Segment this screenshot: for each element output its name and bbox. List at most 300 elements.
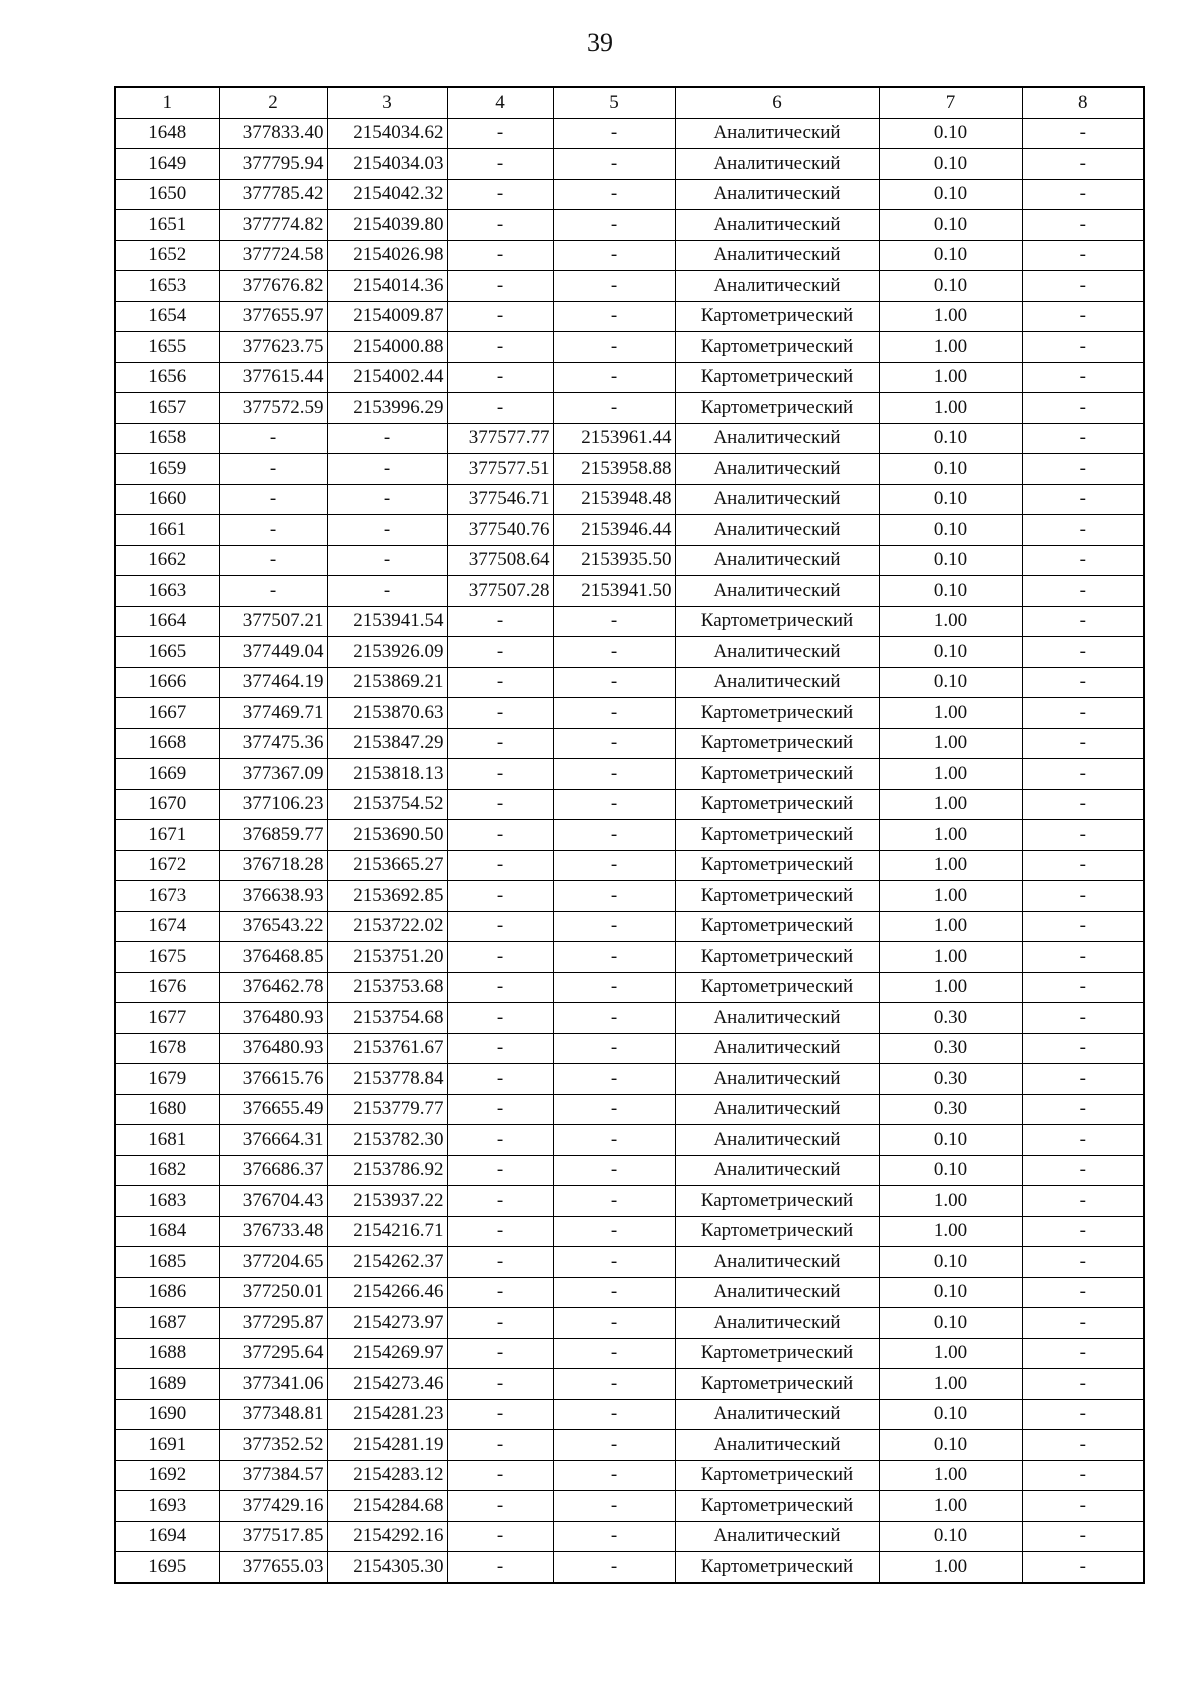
method-cell: Картометрический	[675, 362, 879, 393]
point-number-cell: 1657	[115, 393, 219, 424]
note-cell: -	[1022, 942, 1144, 973]
x-new-cell: -	[447, 698, 553, 729]
x-new-cell: -	[447, 149, 553, 180]
point-number-cell: 1651	[115, 210, 219, 241]
note-cell: -	[1022, 1155, 1144, 1186]
note-cell: -	[1022, 1033, 1144, 1064]
x-coordinate-cell: -	[219, 423, 327, 454]
table-row	[115, 1460, 1144, 1491]
x-coordinate-cell: 376664.31	[219, 1125, 327, 1156]
note-cell: -	[1022, 332, 1144, 363]
y-new-cell: -	[553, 911, 675, 942]
point-number-cell: 1649	[115, 149, 219, 180]
note-cell: -	[1022, 1277, 1144, 1308]
method-cell: Картометрический	[675, 881, 879, 912]
y-new-cell: 2153941.50	[553, 576, 675, 607]
y-new-cell: -	[553, 1308, 675, 1339]
point-number-cell: 1667	[115, 698, 219, 729]
x-new-cell: -	[447, 1216, 553, 1247]
y-new-cell: -	[553, 820, 675, 851]
method-cell: Картометрический	[675, 728, 879, 759]
table-row	[115, 1491, 1144, 1522]
y-coordinate-cell: 2154009.87	[327, 301, 447, 332]
accuracy-cell: 0.30	[879, 1094, 1022, 1125]
point-number-cell: 1654	[115, 301, 219, 332]
point-number-cell: 1663	[115, 576, 219, 607]
note-cell: -	[1022, 728, 1144, 759]
note-cell: -	[1022, 484, 1144, 515]
accuracy-cell: 0.10	[879, 240, 1022, 271]
method-cell: Аналитический	[675, 545, 879, 576]
accuracy-cell: 1.00	[879, 362, 1022, 393]
x-new-cell: -	[447, 271, 553, 302]
y-coordinate-cell: 2154273.46	[327, 1369, 447, 1400]
accuracy-cell: 1.00	[879, 1338, 1022, 1369]
y-new-cell: -	[553, 332, 675, 363]
table-row	[115, 667, 1144, 698]
x-new-cell: -	[447, 240, 553, 271]
point-number-cell: 1683	[115, 1186, 219, 1217]
x-coordinate-cell: 377250.01	[219, 1277, 327, 1308]
method-cell: Картометрический	[675, 1460, 879, 1491]
accuracy-cell: 0.10	[879, 1308, 1022, 1339]
note-cell: -	[1022, 881, 1144, 912]
x-coordinate-cell: 377367.09	[219, 759, 327, 790]
y-coordinate-cell: 2154034.03	[327, 149, 447, 180]
y-new-cell: 2153935.50	[553, 545, 675, 576]
accuracy-cell: 0.10	[879, 149, 1022, 180]
x-new-cell: -	[447, 332, 553, 363]
y-new-cell: -	[553, 606, 675, 637]
x-new-cell: 377577.77	[447, 423, 553, 454]
point-number-cell: 1679	[115, 1064, 219, 1095]
y-coordinate-cell: 2153786.92	[327, 1155, 447, 1186]
y-new-cell: -	[553, 1369, 675, 1400]
note-cell: -	[1022, 118, 1144, 149]
table-row	[115, 637, 1144, 668]
x-new-cell: -	[447, 118, 553, 149]
x-coordinate-cell: 377507.21	[219, 606, 327, 637]
x-new-cell: -	[447, 1369, 553, 1400]
y-coordinate-cell: 2153751.20	[327, 942, 447, 973]
accuracy-cell: 0.10	[879, 1399, 1022, 1430]
x-coordinate-cell: 376615.76	[219, 1064, 327, 1095]
point-number-cell: 1677	[115, 1003, 219, 1034]
note-cell: -	[1022, 362, 1144, 393]
note-cell: -	[1022, 789, 1144, 820]
note-cell: -	[1022, 1369, 1144, 1400]
method-cell: Аналитический	[675, 423, 879, 454]
x-coordinate-cell: 377295.87	[219, 1308, 327, 1339]
note-cell: -	[1022, 1247, 1144, 1278]
y-new-cell: 2153948.48	[553, 484, 675, 515]
method-cell: Картометрический	[675, 850, 879, 881]
x-new-cell: -	[447, 759, 553, 790]
y-new-cell: -	[553, 271, 675, 302]
method-cell: Картометрический	[675, 393, 879, 424]
accuracy-cell: 1.00	[879, 606, 1022, 637]
y-new-cell: -	[553, 240, 675, 271]
point-number-cell: 1685	[115, 1247, 219, 1278]
y-coordinate-cell: 2153665.27	[327, 850, 447, 881]
x-coordinate-cell: 377795.94	[219, 149, 327, 180]
note-cell: -	[1022, 1003, 1144, 1034]
table-row	[115, 1552, 1144, 1583]
x-new-cell: -	[447, 789, 553, 820]
table-row	[115, 271, 1144, 302]
table-row	[115, 454, 1144, 485]
header-row	[115, 87, 1144, 118]
table-row	[115, 576, 1144, 607]
y-new-cell: -	[553, 637, 675, 668]
method-cell: Картометрический	[675, 1369, 879, 1400]
point-number-cell: 1680	[115, 1094, 219, 1125]
accuracy-cell: 0.10	[879, 423, 1022, 454]
table-row	[115, 1308, 1144, 1339]
x-coordinate-cell: 377517.85	[219, 1521, 327, 1552]
method-cell: Аналитический	[675, 667, 879, 698]
x-new-cell: -	[447, 637, 553, 668]
note-cell: -	[1022, 149, 1144, 180]
accuracy-cell: 0.10	[879, 484, 1022, 515]
accuracy-cell: 1.00	[879, 881, 1022, 912]
table-row	[115, 820, 1144, 851]
method-cell: Аналитический	[675, 1033, 879, 1064]
y-coordinate-cell: 2154002.44	[327, 362, 447, 393]
point-number-cell: 1669	[115, 759, 219, 790]
note-cell: -	[1022, 1186, 1144, 1217]
x-coordinate-cell: 376468.85	[219, 942, 327, 973]
table-row	[115, 1186, 1144, 1217]
y-coordinate-cell: 2153692.85	[327, 881, 447, 912]
x-coordinate-cell: 377341.06	[219, 1369, 327, 1400]
y-new-cell: -	[553, 789, 675, 820]
y-coordinate-cell: -	[327, 515, 447, 546]
note-cell: -	[1022, 667, 1144, 698]
table-row	[115, 1369, 1144, 1400]
accuracy-cell: 0.10	[879, 1430, 1022, 1461]
method-cell: Аналитический	[675, 118, 879, 149]
point-number-cell: 1687	[115, 1308, 219, 1339]
x-coordinate-cell: 376543.22	[219, 911, 327, 942]
accuracy-cell: 1.00	[879, 728, 1022, 759]
x-coordinate-cell: 377429.16	[219, 1491, 327, 1522]
y-new-cell: -	[553, 1491, 675, 1522]
y-new-cell: -	[553, 362, 675, 393]
column-header: 2	[219, 87, 327, 118]
x-coordinate-cell: 376638.93	[219, 881, 327, 912]
note-cell: -	[1022, 606, 1144, 637]
x-coordinate-cell: 377204.65	[219, 1247, 327, 1278]
x-coordinate-cell: 377106.23	[219, 789, 327, 820]
point-number-cell: 1694	[115, 1521, 219, 1552]
accuracy-cell: 0.10	[879, 454, 1022, 485]
method-cell: Аналитический	[675, 484, 879, 515]
y-new-cell: -	[553, 1460, 675, 1491]
table-row	[115, 1003, 1144, 1034]
y-new-cell: -	[553, 881, 675, 912]
accuracy-cell: 0.30	[879, 1033, 1022, 1064]
point-number-cell: 1665	[115, 637, 219, 668]
table-row	[115, 1247, 1144, 1278]
x-coordinate-cell: 376718.28	[219, 850, 327, 881]
column-header: 3	[327, 87, 447, 118]
point-number-cell: 1691	[115, 1430, 219, 1461]
accuracy-cell: 1.00	[879, 301, 1022, 332]
table-row	[115, 332, 1144, 363]
method-cell: Картометрический	[675, 332, 879, 363]
y-coordinate-cell: -	[327, 576, 447, 607]
table-row	[115, 210, 1144, 241]
table-row	[115, 484, 1144, 515]
note-cell: -	[1022, 850, 1144, 881]
x-new-cell: -	[447, 1338, 553, 1369]
method-cell: Картометрический	[675, 820, 879, 851]
note-cell: -	[1022, 210, 1144, 241]
x-coordinate-cell: 376686.37	[219, 1155, 327, 1186]
y-new-cell: -	[553, 1430, 675, 1461]
column-header: 6	[675, 87, 879, 118]
column-header: 5	[553, 87, 675, 118]
note-cell: -	[1022, 1552, 1144, 1583]
x-new-cell: -	[447, 1430, 553, 1461]
x-coordinate-cell: 377676.82	[219, 271, 327, 302]
point-number-cell: 1668	[115, 728, 219, 759]
table-row	[115, 1277, 1144, 1308]
x-new-cell: -	[447, 942, 553, 973]
x-coordinate-cell: 377623.75	[219, 332, 327, 363]
point-number-cell: 1689	[115, 1369, 219, 1400]
note-cell: -	[1022, 1338, 1144, 1369]
note-cell: -	[1022, 1308, 1144, 1339]
x-new-cell: -	[447, 1277, 553, 1308]
point-number-cell: 1676	[115, 972, 219, 1003]
method-cell: Аналитический	[675, 1155, 879, 1186]
method-cell: Картометрический	[675, 759, 879, 790]
accuracy-cell: 1.00	[879, 789, 1022, 820]
accuracy-cell: 0.10	[879, 210, 1022, 241]
x-new-cell: 377507.28	[447, 576, 553, 607]
point-number-cell: 1661	[115, 515, 219, 546]
y-coordinate-cell: 2153778.84	[327, 1064, 447, 1095]
method-cell: Аналитический	[675, 1064, 879, 1095]
x-new-cell: -	[447, 1155, 553, 1186]
note-cell: -	[1022, 1491, 1144, 1522]
x-new-cell: -	[447, 1552, 553, 1583]
point-number-cell: 1664	[115, 606, 219, 637]
method-cell: Аналитический	[675, 1399, 879, 1430]
y-new-cell: -	[553, 1277, 675, 1308]
table-row	[115, 179, 1144, 210]
x-coordinate-cell: 377655.97	[219, 301, 327, 332]
table-row	[115, 1399, 1144, 1430]
method-cell: Аналитический	[675, 1308, 879, 1339]
x-coordinate-cell: 377572.59	[219, 393, 327, 424]
y-coordinate-cell: 2154014.36	[327, 271, 447, 302]
y-coordinate-cell: 2153754.68	[327, 1003, 447, 1034]
x-new-cell: -	[447, 1094, 553, 1125]
y-coordinate-cell: 2154281.19	[327, 1430, 447, 1461]
x-new-cell: -	[447, 881, 553, 912]
x-new-cell: -	[447, 1460, 553, 1491]
point-number-cell: 1681	[115, 1125, 219, 1156]
table-row	[115, 423, 1144, 454]
method-cell: Картометрический	[675, 972, 879, 1003]
accuracy-cell: 0.10	[879, 1521, 1022, 1552]
x-new-cell: -	[447, 1521, 553, 1552]
point-number-cell: 1660	[115, 484, 219, 515]
note-cell: -	[1022, 545, 1144, 576]
method-cell: Картометрический	[675, 1186, 879, 1217]
method-cell: Аналитический	[675, 149, 879, 180]
x-coordinate-cell: 376704.43	[219, 1186, 327, 1217]
y-new-cell: -	[553, 1094, 675, 1125]
x-coordinate-cell: 376480.93	[219, 1033, 327, 1064]
x-coordinate-cell: 377348.81	[219, 1399, 327, 1430]
note-cell: -	[1022, 1094, 1144, 1125]
y-coordinate-cell: 2154281.23	[327, 1399, 447, 1430]
x-coordinate-cell: 376859.77	[219, 820, 327, 851]
x-coordinate-cell: 376733.48	[219, 1216, 327, 1247]
y-coordinate-cell: 2153996.29	[327, 393, 447, 424]
point-number-cell: 1674	[115, 911, 219, 942]
point-number-cell: 1650	[115, 179, 219, 210]
note-cell: -	[1022, 301, 1144, 332]
accuracy-cell: 0.30	[879, 1003, 1022, 1034]
note-cell: -	[1022, 1064, 1144, 1095]
accuracy-cell: 0.30	[879, 1064, 1022, 1095]
x-coordinate-cell: 377615.44	[219, 362, 327, 393]
y-coordinate-cell: 2154305.30	[327, 1552, 447, 1583]
column-header: 7	[879, 87, 1022, 118]
table-row	[115, 240, 1144, 271]
point-number-cell: 1690	[115, 1399, 219, 1430]
table-row	[115, 1155, 1144, 1186]
y-coordinate-cell: 2154273.97	[327, 1308, 447, 1339]
y-new-cell: -	[553, 1552, 675, 1583]
y-coordinate-cell: 2154216.71	[327, 1216, 447, 1247]
table-row	[115, 759, 1144, 790]
y-new-cell: -	[553, 1521, 675, 1552]
y-new-cell: -	[553, 1064, 675, 1095]
table-body	[115, 118, 1144, 1583]
y-coordinate-cell: 2154034.62	[327, 118, 447, 149]
table-row	[115, 1064, 1144, 1095]
table-row	[115, 301, 1144, 332]
accuracy-cell: 1.00	[879, 820, 1022, 851]
y-coordinate-cell: 2153941.54	[327, 606, 447, 637]
accuracy-cell: 1.00	[879, 1186, 1022, 1217]
x-new-cell: -	[447, 667, 553, 698]
y-coordinate-cell: 2154269.97	[327, 1338, 447, 1369]
y-new-cell: -	[553, 942, 675, 973]
x-new-cell: -	[447, 972, 553, 1003]
point-number-cell: 1662	[115, 545, 219, 576]
accuracy-cell: 1.00	[879, 698, 1022, 729]
table-row	[115, 911, 1144, 942]
x-new-cell: -	[447, 1247, 553, 1278]
method-cell: Картометрический	[675, 789, 879, 820]
y-coordinate-cell: 2153818.13	[327, 759, 447, 790]
method-cell: Аналитический	[675, 1094, 879, 1125]
table-row	[115, 149, 1144, 180]
method-cell: Аналитический	[675, 1277, 879, 1308]
x-coordinate-cell: 377295.64	[219, 1338, 327, 1369]
note-cell: -	[1022, 1399, 1144, 1430]
y-new-cell: -	[553, 1338, 675, 1369]
accuracy-cell: 1.00	[879, 759, 1022, 790]
column-header: 8	[1022, 87, 1144, 118]
point-number-cell: 1659	[115, 454, 219, 485]
table-row	[115, 972, 1144, 1003]
method-cell: Аналитический	[675, 637, 879, 668]
accuracy-cell: 0.10	[879, 576, 1022, 607]
column-header: 4	[447, 87, 553, 118]
x-coordinate-cell: 376480.93	[219, 1003, 327, 1034]
y-coordinate-cell: 2154026.98	[327, 240, 447, 271]
table-row	[115, 1094, 1144, 1125]
table-row	[115, 789, 1144, 820]
table-row	[115, 1125, 1144, 1156]
table-row	[115, 942, 1144, 973]
y-coordinate-cell: 2153847.29	[327, 728, 447, 759]
y-new-cell: -	[553, 667, 675, 698]
y-new-cell: -	[553, 210, 675, 241]
y-coordinate-cell: 2153869.21	[327, 667, 447, 698]
accuracy-cell: 0.10	[879, 515, 1022, 546]
x-new-cell: -	[447, 820, 553, 851]
table-row	[115, 1521, 1144, 1552]
x-coordinate-cell: 377449.04	[219, 637, 327, 668]
point-number-cell: 1686	[115, 1277, 219, 1308]
method-cell: Аналитический	[675, 454, 879, 485]
x-new-cell: -	[447, 301, 553, 332]
table-row	[115, 1338, 1144, 1369]
method-cell: Картометрический	[675, 1338, 879, 1369]
table-row	[115, 362, 1144, 393]
note-cell: -	[1022, 271, 1144, 302]
x-coordinate-cell: 377475.36	[219, 728, 327, 759]
accuracy-cell: 0.10	[879, 667, 1022, 698]
x-new-cell: 377546.71	[447, 484, 553, 515]
x-coordinate-cell: -	[219, 576, 327, 607]
x-coordinate-cell: 376655.49	[219, 1094, 327, 1125]
y-coordinate-cell: 2153937.22	[327, 1186, 447, 1217]
method-cell: Аналитический	[675, 576, 879, 607]
point-number-cell: 1656	[115, 362, 219, 393]
y-new-cell: 2153946.44	[553, 515, 675, 546]
x-coordinate-cell: 377384.57	[219, 1460, 327, 1491]
y-coordinate-cell: 2153754.52	[327, 789, 447, 820]
point-number-cell: 1658	[115, 423, 219, 454]
note-cell: -	[1022, 759, 1144, 790]
method-cell: Аналитический	[675, 1430, 879, 1461]
y-new-cell: -	[553, 698, 675, 729]
note-cell: -	[1022, 393, 1144, 424]
accuracy-cell: 0.10	[879, 1125, 1022, 1156]
y-new-cell: -	[553, 728, 675, 759]
table-row	[115, 1033, 1144, 1064]
x-coordinate-cell: -	[219, 515, 327, 546]
y-new-cell: -	[553, 759, 675, 790]
note-cell: -	[1022, 515, 1144, 546]
x-coordinate-cell: 376462.78	[219, 972, 327, 1003]
y-coordinate-cell: -	[327, 454, 447, 485]
method-cell: Аналитический	[675, 271, 879, 302]
y-coordinate-cell: 2154266.46	[327, 1277, 447, 1308]
method-cell: Аналитический	[675, 1521, 879, 1552]
x-new-cell: -	[447, 179, 553, 210]
